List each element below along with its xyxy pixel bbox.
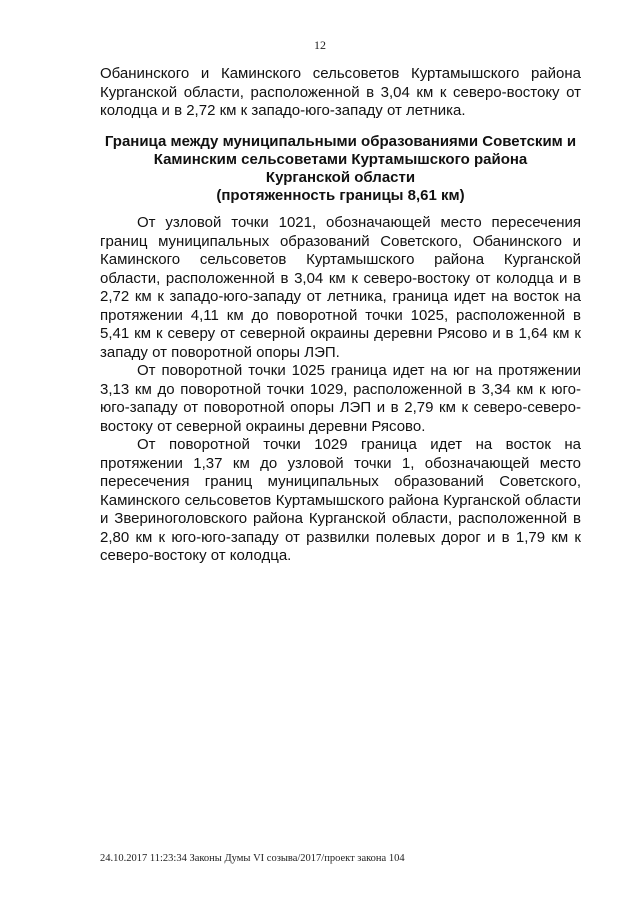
boundary-description (100, 214, 581, 566)
paragraph-2: От поворотной точки 1025 граница идет на юг на протяжении 3,13 км до поворотной точки 1029, расположенной в 3,34 км к юго-юго-западу от поворотной опоры ЛЭП и в 2,79 км к северо-северо-востоку от северной окраины деревни Рясово. (100, 362, 581, 435)
paragraph-1: От узловой точки 1021, обозначающей место пересечения границ муниципальных образований Советского, Обанинского и Каминского сельсоветов Куртамышского района Курганской области, расположенной в 3,04 км к северо-востоку от колодца и в 2,72 км к западо-юго-западу от летника, граница идет на восток на протяжении 4,11 км до поворотной точки 1025, расположенной в 5,41 км к северу от северной окраины деревни Рясово и в 1,64 км к западу от поворотной опоры ЛЭП. (100, 214, 581, 361)
heading-line-3: Курганской области (265, 169, 416, 186)
page-number: 12 (314, 38, 326, 52)
paragraph-3: От поворотной точки 1029 граница идет на восток на протяжении 1,37 км до узловой точки 1, обозначающей место пересечения границ муниципальных образований Советского, Каминского сельсоветов Куртамышского района Курганской области и Звериноголовского района Курганской области, расположенной в 2,80 км к юго-юго-западу от развилки полевых дорог и в 1,79 км к северо-востоку от колодца. (100, 436, 581, 564)
heading-line-2: Каминским сельсоветами Куртамышского района (153, 151, 528, 168)
section-heading (100, 133, 581, 205)
document-footer: 24.10.2017 11:23:34 Законы Думы VI созыва/2017/проект закона 104 (100, 853, 405, 864)
intro-text: Обанинского и Каминского сельсоветов Куртамышского района Курганской области, расположенной в 3,04 км к северо-востоку от колодца и в 2,72 км к западо-юго-западу от летника. (100, 65, 581, 119)
intro-paragraph (100, 65, 581, 121)
heading-line-1: Граница между муниципальными образованиями Советским и (104, 133, 577, 150)
heading-line-4: (протяженность границы 8,61 км) (216, 187, 465, 204)
